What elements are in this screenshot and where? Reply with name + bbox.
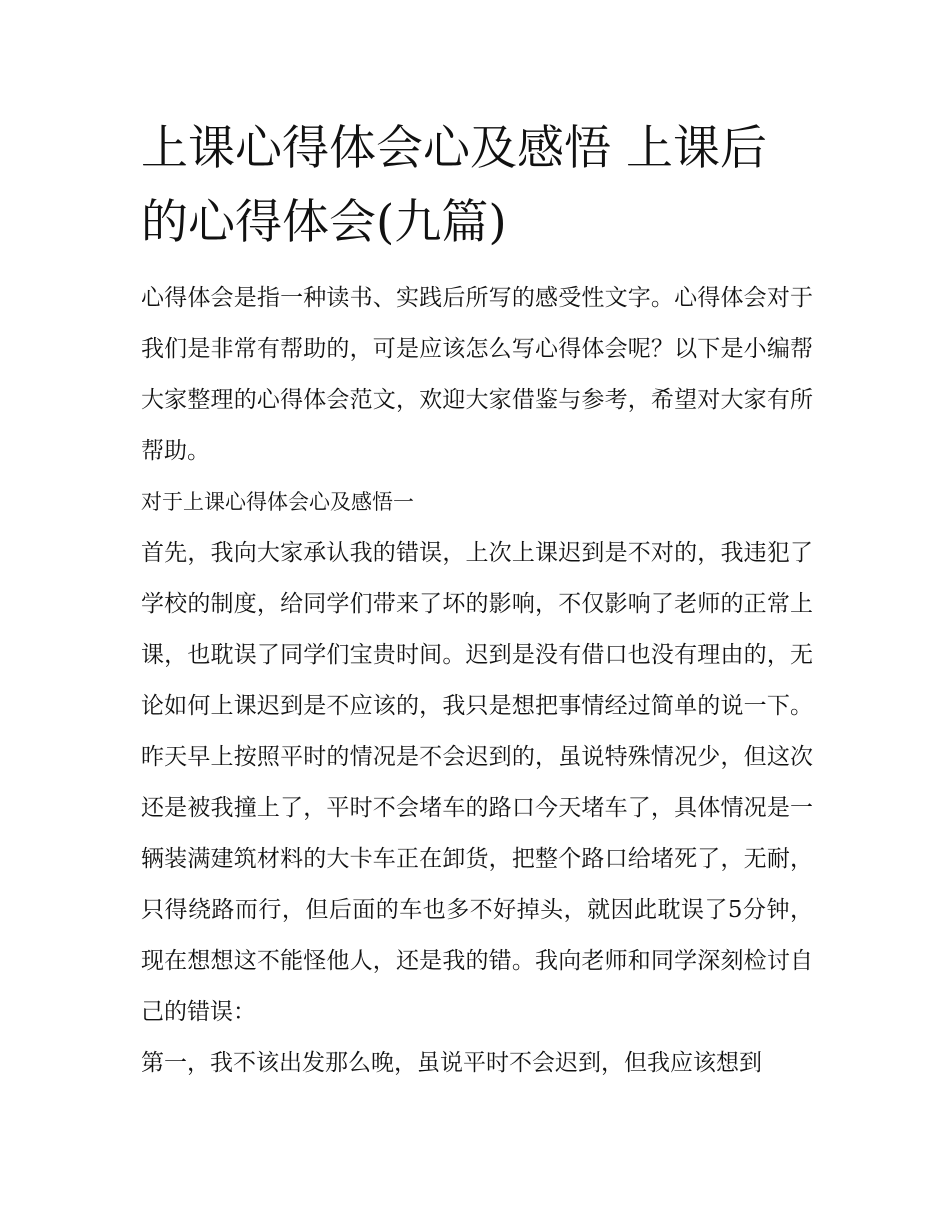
body-paragraph-2: 第一，我不该出发那么晚，虽说平时不会迟到，但我应该想到 <box>141 1050 762 1076</box>
body-paragraph-1: 首先，我向大家承认我的错误，上次上课迟到是不对的，我违犯了学校的制度，给同学们带来了坏的影响，不仅影响了老师的正常上课，也耽误了同学们宝贵时间。迟到是没有借口也没有理由的，无论如何上课迟到是不应该的，我只是想把事情经过简单的说一下。昨天早上按照平时的情况是不会迟到的，虽说特殊情况少，但这次还是被我撞上了，平时不会堵车的路口今天堵车了，具体情况是一辆装满建筑材料的大卡车正在卸货，把整个路口给堵死了，无耐，只得绕路而行，但后面的车也多不好掉头，就因此耽误了5分钟，现在想想这不能怪他人，还是我的错。我向老师和同学深刻检讨自己的错误： <box>141 540 813 1025</box>
section-heading: 对于上课心得体会心及感悟一 <box>141 490 414 514</box>
document-body <box>141 112 813 1089</box>
intro-paragraph: 心得体会是指一种读书、实践后所写的感受性文字。心得体会对于我们是非常有帮助的，可是应该怎么写心得体会呢？以下是小编帮大家整理的心得体会范文，欢迎大家借鉴与参考，希望对大家有所帮助。 <box>141 285 813 464</box>
document-title: 上课心得体会心及感悟 上课后的心得体会(九篇) <box>141 121 767 250</box>
